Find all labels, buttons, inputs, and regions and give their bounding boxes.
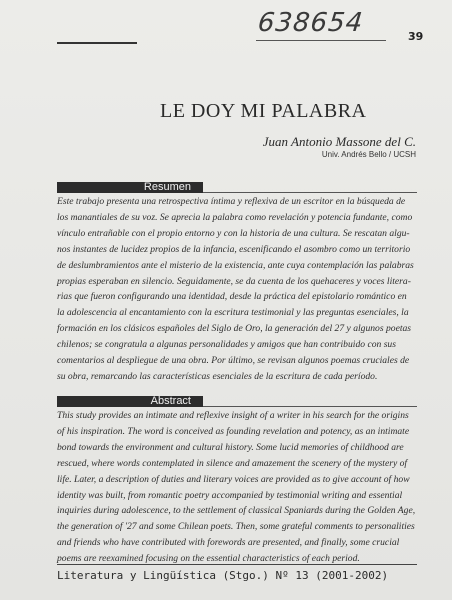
article-author: Juan Antonio Massone del C. [262, 134, 416, 149]
abstract-line: identity was built, from romantic poetry accompanied by testimonial writing and essential [57, 489, 403, 501]
abstract-rule [203, 406, 417, 407]
author-affiliation: Univ. Andrés Bello / UCSH [321, 150, 416, 159]
abstract-line: of his inspiration. The word is conceived as founding revelation and potency, as an intimate [57, 425, 410, 437]
abstract-heading-bar [57, 396, 203, 407]
resumen-heading: Resumen [143, 181, 191, 193]
journal-footer: Literatura y Lingüística (Stgo.) Nº 13 (2001-2002) [57, 569, 389, 582]
resumen-line: nos instantes de lucidez propios de la infancia, escenificando el asombro como un territorio [57, 243, 411, 255]
abstract-line: bond towards the environment and cultural history. Some lucid memories of childhood are [57, 441, 404, 453]
abstract-line: poems are reexamined focusing on the essential characteristics of each period. [57, 553, 360, 565]
resumen-line: los manantiales de su voz. Se aprecia la palabra como revelación y potencia fundante, como [57, 211, 413, 223]
resumen-heading-bar [57, 182, 203, 193]
resumen-rule [203, 192, 417, 193]
resumen-line: vínculo entrañable con el propio entorno y con la historia de una cultura. Se rescatan algu- [57, 227, 410, 239]
resumen-line: comentarios al despliegue de una obra. Por último, se revisan algunos poemas cruciales de [57, 355, 410, 367]
abstract-line: This study provides an intimate and reflexive insight of a writer in his search for the origins [57, 410, 409, 421]
abstract-text [57, 408, 417, 567]
resumen-line: formación en los clásicos españoles del Siglo de Oro, la generación del 27 y algunos poetas [57, 323, 412, 335]
abstract-heading: Abstract [150, 395, 191, 407]
abstract-line: rescued, where words contemplated in silence and amazement the scenery of the mystery of [57, 457, 408, 469]
abstract-line: and friends who have contributed with forewords are presented, and finally, some crucial [57, 537, 400, 549]
resumen-text [57, 194, 417, 385]
resumen-line: chilenos; se congratula a algunas personalidades y amigos que han contribuido con sus [57, 339, 396, 351]
header-rule [57, 42, 137, 44]
resumen-line: rias que fueron configurando una identidad, desde la práctica del epistolario romántico en [57, 291, 407, 303]
article-title: LE DOY MI PALABRA [160, 100, 367, 122]
handwriting-underline [256, 40, 386, 41]
footer-rule [57, 564, 417, 565]
resumen-line: la adolescencia al encantamiento con la escritura testimonial y las preguntas esenciales, la [57, 307, 409, 319]
abstract-line: the generation of '27 and some Chilean poets. Then, some grateful comments to personalities [57, 521, 415, 533]
resumen-line: propias esperaban en silencio. Seguidamente, se da cuenta de los quehaceres y voces litera- [57, 275, 411, 287]
handwritten-catalog-number: 638654 [256, 8, 365, 38]
page-number: 39 [408, 30, 424, 43]
resumen-line: su obra, remarcando las características esenciales de la escritura de cada período. [57, 370, 378, 382]
abstract-line: life. Later, a description of duties and literary voices are provided as to give account of how [57, 473, 410, 485]
resumen-line: de deslumbramientos ante el misterio de la existencia, ante cuya contemplación las palabras [57, 259, 414, 271]
abstract-line: inquiries during adolescence, to the settlement of classical Spaniards during the Golden Age, [57, 505, 416, 517]
resumen-line: Este trabajo presenta una retrospectiva íntima y reflexiva de un escritor en la búsqueda de [57, 196, 406, 207]
